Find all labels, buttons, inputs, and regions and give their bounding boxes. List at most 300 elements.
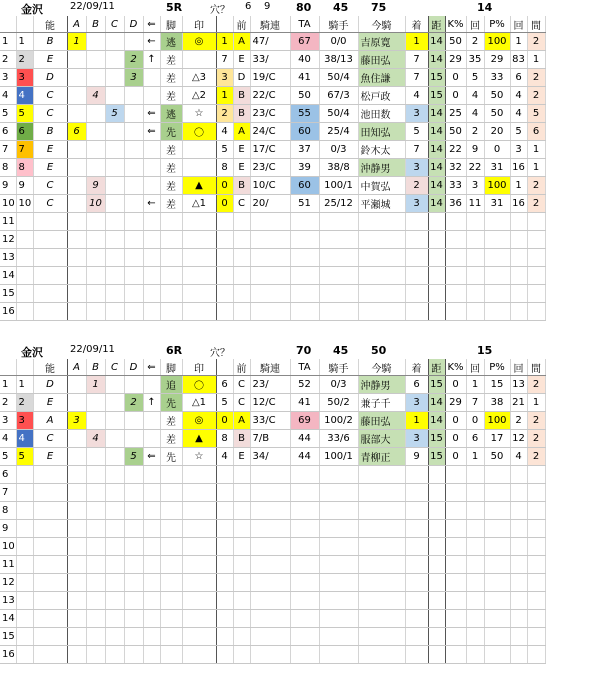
arrow-mark[interactable]: [143, 556, 160, 574]
ability-grade[interactable]: C: [33, 195, 67, 213]
jockey-combo[interactable]: 33/C: [250, 412, 290, 430]
k-count[interactable]: [466, 610, 484, 628]
p-percent[interactable]: 50: [484, 87, 510, 105]
k-percent[interactable]: [445, 484, 466, 502]
running-style[interactable]: [160, 285, 182, 303]
ability-grade[interactable]: [33, 502, 67, 520]
running-style[interactable]: [160, 249, 182, 267]
p-percent[interactable]: 100: [484, 177, 510, 195]
waku-number[interactable]: [16, 592, 33, 610]
p-count[interactable]: 4: [510, 105, 527, 123]
pick-mark[interactable]: [182, 646, 216, 664]
rank-value[interactable]: [216, 484, 233, 502]
running-style[interactable]: [160, 520, 182, 538]
d-rank[interactable]: [124, 484, 143, 502]
distance[interactable]: [428, 628, 445, 646]
finish[interactable]: [405, 538, 428, 556]
rank-value[interactable]: [216, 628, 233, 646]
prev-grade[interactable]: [233, 231, 250, 249]
p-percent[interactable]: 31: [484, 159, 510, 177]
b-rank[interactable]: [86, 69, 105, 87]
finish[interactable]: 3: [405, 105, 428, 123]
p-percent[interactable]: [484, 610, 510, 628]
k-percent[interactable]: [445, 231, 466, 249]
c-rank[interactable]: [105, 556, 124, 574]
interval[interactable]: 2: [527, 33, 545, 51]
running-style[interactable]: 差: [160, 195, 182, 213]
finish[interactable]: 3: [405, 394, 428, 412]
a-rank[interactable]: [67, 177, 86, 195]
k-percent[interactable]: 36: [445, 195, 466, 213]
c-rank[interactable]: [105, 502, 124, 520]
distance[interactable]: 14: [428, 412, 445, 430]
distance[interactable]: [428, 231, 445, 249]
c-rank[interactable]: [105, 430, 124, 448]
distance[interactable]: [428, 466, 445, 484]
ta-score[interactable]: [290, 466, 319, 484]
finish[interactable]: [405, 520, 428, 538]
k-count[interactable]: [466, 556, 484, 574]
c-rank[interactable]: [105, 267, 124, 285]
b-rank[interactable]: [86, 213, 105, 231]
p-percent[interactable]: 38: [484, 394, 510, 412]
ta-score[interactable]: 44: [290, 448, 319, 466]
p-count[interactable]: [510, 484, 527, 502]
p-count[interactable]: [510, 249, 527, 267]
finish[interactable]: 7: [405, 69, 428, 87]
a-rank[interactable]: [67, 267, 86, 285]
arrow-mark[interactable]: ↑: [143, 51, 160, 69]
running-style[interactable]: 先: [160, 123, 182, 141]
distance[interactable]: [428, 285, 445, 303]
prev-grade[interactable]: [233, 267, 250, 285]
a-rank[interactable]: [67, 610, 86, 628]
ability-grade[interactable]: C: [33, 177, 67, 195]
p-count[interactable]: 12: [510, 430, 527, 448]
jockey-record[interactable]: 33/6: [319, 430, 358, 448]
pick-mark[interactable]: [182, 538, 216, 556]
k-count[interactable]: 7: [466, 394, 484, 412]
p-count[interactable]: 13: [510, 376, 527, 394]
arrow-mark[interactable]: [143, 646, 160, 664]
jockey-name[interactable]: [358, 502, 405, 520]
ta-score[interactable]: 67: [290, 33, 319, 51]
pick-mark[interactable]: [182, 628, 216, 646]
finish[interactable]: [405, 303, 428, 321]
interval[interactable]: 2: [527, 448, 545, 466]
running-style[interactable]: [160, 231, 182, 249]
p-percent[interactable]: 17: [484, 430, 510, 448]
d-rank[interactable]: [124, 412, 143, 430]
arrow-mark[interactable]: [143, 502, 160, 520]
b-rank[interactable]: [86, 574, 105, 592]
finish[interactable]: [405, 556, 428, 574]
jockey-record[interactable]: 50/2: [319, 394, 358, 412]
k-percent[interactable]: [445, 628, 466, 646]
arrow-mark[interactable]: [143, 520, 160, 538]
interval[interactable]: 2: [527, 69, 545, 87]
ability-grade[interactable]: E: [33, 51, 67, 69]
k-count[interactable]: [466, 249, 484, 267]
arrow-mark[interactable]: [143, 466, 160, 484]
c-rank[interactable]: [105, 484, 124, 502]
finish[interactable]: 1: [405, 412, 428, 430]
jockey-record[interactable]: [319, 610, 358, 628]
a-rank[interactable]: [67, 646, 86, 664]
row-number[interactable]: 6: [0, 123, 16, 141]
distance[interactable]: [428, 538, 445, 556]
waku-number[interactable]: 2: [16, 394, 33, 412]
ta-score[interactable]: 41: [290, 394, 319, 412]
rank-value[interactable]: 1: [216, 33, 233, 51]
row-number[interactable]: 13: [0, 592, 16, 610]
ability-grade[interactable]: B: [33, 123, 67, 141]
jockey-name[interactable]: [358, 646, 405, 664]
p-percent[interactable]: [484, 520, 510, 538]
pick-mark[interactable]: 〇: [182, 123, 216, 141]
jockey-combo[interactable]: [250, 249, 290, 267]
ability-grade[interactable]: D: [33, 376, 67, 394]
a-rank[interactable]: [67, 231, 86, 249]
jockey-name[interactable]: [358, 556, 405, 574]
b-rank[interactable]: [86, 159, 105, 177]
rank-value[interactable]: 2: [216, 105, 233, 123]
row-number[interactable]: 15: [0, 628, 16, 646]
prev-grade[interactable]: [233, 646, 250, 664]
jockey-name[interactable]: 藤田弘: [358, 412, 405, 430]
finish[interactable]: [405, 574, 428, 592]
k-count[interactable]: [466, 502, 484, 520]
p-count[interactable]: 3: [510, 141, 527, 159]
b-rank[interactable]: [86, 538, 105, 556]
ability-grade[interactable]: D: [33, 69, 67, 87]
d-rank[interactable]: [124, 376, 143, 394]
jockey-name[interactable]: 鈴木太: [358, 141, 405, 159]
pick-mark[interactable]: [182, 159, 216, 177]
c-rank[interactable]: [105, 195, 124, 213]
arrow-mark[interactable]: [143, 159, 160, 177]
a-rank[interactable]: [67, 376, 86, 394]
k-percent[interactable]: 32: [445, 159, 466, 177]
finish[interactable]: [405, 592, 428, 610]
jockey-record[interactable]: 25/4: [319, 123, 358, 141]
a-rank[interactable]: [67, 502, 86, 520]
distance[interactable]: 15: [428, 430, 445, 448]
ability-grade[interactable]: C: [33, 105, 67, 123]
ability-grade[interactable]: [33, 484, 67, 502]
jockey-record[interactable]: 0/3: [319, 376, 358, 394]
a-rank[interactable]: [67, 484, 86, 502]
a-rank[interactable]: [67, 556, 86, 574]
d-rank[interactable]: 2: [124, 51, 143, 69]
distance[interactable]: 14: [428, 123, 445, 141]
d-rank[interactable]: [124, 87, 143, 105]
ability-grade[interactable]: [33, 592, 67, 610]
interval[interactable]: [527, 610, 545, 628]
d-rank[interactable]: [124, 303, 143, 321]
p-percent[interactable]: [484, 646, 510, 664]
row-number[interactable]: 1: [0, 376, 16, 394]
arrow-mark[interactable]: ←: [143, 195, 160, 213]
k-count[interactable]: 11: [466, 195, 484, 213]
jockey-record[interactable]: 25/12: [319, 195, 358, 213]
waku-number[interactable]: 1: [16, 33, 33, 51]
ability-grade[interactable]: [33, 574, 67, 592]
interval[interactable]: [527, 592, 545, 610]
k-percent[interactable]: [445, 610, 466, 628]
p-count[interactable]: [510, 574, 527, 592]
arrow-mark[interactable]: ⇐: [143, 105, 160, 123]
jockey-combo[interactable]: [250, 556, 290, 574]
pick-mark[interactable]: ☆: [182, 448, 216, 466]
distance[interactable]: 15: [428, 448, 445, 466]
interval[interactable]: 1: [527, 51, 545, 69]
jockey-record[interactable]: 0/3: [319, 141, 358, 159]
jockey-name[interactable]: [358, 484, 405, 502]
k-percent[interactable]: [445, 213, 466, 231]
waku-number[interactable]: 4: [16, 87, 33, 105]
pick-mark[interactable]: [182, 592, 216, 610]
finish[interactable]: 5: [405, 123, 428, 141]
jockey-name[interactable]: 田知弘: [358, 123, 405, 141]
p-count[interactable]: [510, 267, 527, 285]
arrow-mark[interactable]: [143, 231, 160, 249]
jockey-combo[interactable]: [250, 303, 290, 321]
b-rank[interactable]: [86, 285, 105, 303]
waku-number[interactable]: 9: [16, 177, 33, 195]
p-count[interactable]: [510, 520, 527, 538]
arrow-mark[interactable]: [143, 267, 160, 285]
waku-number[interactable]: [16, 556, 33, 574]
p-percent[interactable]: 15: [484, 376, 510, 394]
a-rank[interactable]: [67, 448, 86, 466]
a-rank[interactable]: [67, 213, 86, 231]
k-percent[interactable]: [445, 592, 466, 610]
b-rank[interactable]: [86, 484, 105, 502]
rank-value[interactable]: [216, 213, 233, 231]
jockey-name[interactable]: 兼子千: [358, 394, 405, 412]
rank-value[interactable]: 4: [216, 448, 233, 466]
p-percent[interactable]: 29: [484, 51, 510, 69]
p-percent[interactable]: [484, 484, 510, 502]
jockey-combo[interactable]: [250, 646, 290, 664]
running-style[interactable]: [160, 303, 182, 321]
rank-value[interactable]: [216, 592, 233, 610]
interval[interactable]: 2: [527, 376, 545, 394]
k-count[interactable]: [466, 538, 484, 556]
k-percent[interactable]: [445, 502, 466, 520]
row-number[interactable]: 9: [0, 520, 16, 538]
b-rank[interactable]: [86, 141, 105, 159]
distance[interactable]: 15: [428, 87, 445, 105]
c-rank[interactable]: [105, 231, 124, 249]
pick-mark[interactable]: ◎: [182, 33, 216, 51]
prev-grade[interactable]: E: [233, 141, 250, 159]
p-percent[interactable]: [484, 538, 510, 556]
ta-score[interactable]: [290, 646, 319, 664]
rank-value[interactable]: 4: [216, 123, 233, 141]
p-percent[interactable]: [484, 574, 510, 592]
jockey-name[interactable]: [358, 610, 405, 628]
distance[interactable]: [428, 303, 445, 321]
waku-number[interactable]: 6: [16, 123, 33, 141]
d-rank[interactable]: [124, 285, 143, 303]
waku-number[interactable]: [16, 249, 33, 267]
a-rank[interactable]: [67, 430, 86, 448]
jockey-combo[interactable]: 34/: [250, 448, 290, 466]
distance[interactable]: 14: [428, 177, 445, 195]
rank-value[interactable]: 5: [216, 394, 233, 412]
finish[interactable]: 3: [405, 430, 428, 448]
jockey-name[interactable]: 吉原寛: [358, 33, 405, 51]
jockey-record[interactable]: [319, 502, 358, 520]
row-number[interactable]: 16: [0, 646, 16, 664]
jockey-name[interactable]: 沖静男: [358, 376, 405, 394]
row-number[interactable]: 7: [0, 484, 16, 502]
k-count[interactable]: [466, 303, 484, 321]
p-percent[interactable]: [484, 249, 510, 267]
waku-number[interactable]: 4: [16, 430, 33, 448]
p-percent[interactable]: 100: [484, 412, 510, 430]
distance[interactable]: 14: [428, 394, 445, 412]
row-number[interactable]: 10: [0, 538, 16, 556]
jockey-record[interactable]: 0/0: [319, 33, 358, 51]
jockey-combo[interactable]: [250, 466, 290, 484]
finish[interactable]: 4: [405, 87, 428, 105]
jockey-name[interactable]: [358, 303, 405, 321]
b-rank[interactable]: [86, 610, 105, 628]
ta-score[interactable]: 55: [290, 105, 319, 123]
finish[interactable]: 9: [405, 448, 428, 466]
d-rank[interactable]: [124, 267, 143, 285]
arrow-mark[interactable]: ⇐: [143, 123, 160, 141]
finish[interactable]: [405, 466, 428, 484]
jockey-combo[interactable]: [250, 231, 290, 249]
pick-mark[interactable]: [182, 466, 216, 484]
row-number[interactable]: 11: [0, 213, 16, 231]
jockey-combo[interactable]: [250, 538, 290, 556]
jockey-name[interactable]: [358, 466, 405, 484]
c-rank[interactable]: [105, 448, 124, 466]
p-percent[interactable]: 50: [484, 105, 510, 123]
interval[interactable]: [527, 249, 545, 267]
a-rank[interactable]: [67, 105, 86, 123]
k-percent[interactable]: 0: [445, 87, 466, 105]
row-number[interactable]: 12: [0, 231, 16, 249]
finish[interactable]: 7: [405, 51, 428, 69]
p-count[interactable]: [510, 213, 527, 231]
arrow-mark[interactable]: [143, 69, 160, 87]
ta-score[interactable]: [290, 213, 319, 231]
pick-mark[interactable]: [182, 303, 216, 321]
running-style[interactable]: [160, 628, 182, 646]
running-style[interactable]: [160, 484, 182, 502]
ability-grade[interactable]: C: [33, 87, 67, 105]
row-number[interactable]: 8: [0, 159, 16, 177]
k-count[interactable]: 2: [466, 123, 484, 141]
d-rank[interactable]: [124, 502, 143, 520]
ability-grade[interactable]: B: [33, 33, 67, 51]
k-percent[interactable]: 25: [445, 105, 466, 123]
c-rank[interactable]: [105, 51, 124, 69]
k-count[interactable]: [466, 520, 484, 538]
row-number[interactable]: 9: [0, 177, 16, 195]
distance[interactable]: [428, 556, 445, 574]
a-rank[interactable]: [67, 159, 86, 177]
jockey-name[interactable]: 沖静男: [358, 159, 405, 177]
jockey-record[interactable]: [319, 466, 358, 484]
waku-number[interactable]: [16, 466, 33, 484]
running-style[interactable]: [160, 502, 182, 520]
d-rank[interactable]: 2: [124, 394, 143, 412]
p-count[interactable]: 5: [510, 123, 527, 141]
p-count[interactable]: [510, 538, 527, 556]
finish[interactable]: [405, 484, 428, 502]
interval[interactable]: 5: [527, 105, 545, 123]
pick-mark[interactable]: [182, 141, 216, 159]
jockey-combo[interactable]: [250, 285, 290, 303]
finish[interactable]: [405, 231, 428, 249]
jockey-combo[interactable]: 20/: [250, 195, 290, 213]
prev-grade[interactable]: [233, 484, 250, 502]
distance[interactable]: 14: [428, 105, 445, 123]
d-rank[interactable]: [124, 592, 143, 610]
k-count[interactable]: 22: [466, 159, 484, 177]
k-count[interactable]: [466, 574, 484, 592]
interval[interactable]: 2: [527, 195, 545, 213]
p-percent[interactable]: 50: [484, 448, 510, 466]
rank-value[interactable]: 6: [216, 376, 233, 394]
running-style[interactable]: [160, 592, 182, 610]
prev-grade[interactable]: [233, 466, 250, 484]
waku-number[interactable]: 5: [16, 448, 33, 466]
ta-score[interactable]: [290, 574, 319, 592]
ta-score[interactable]: 44: [290, 430, 319, 448]
p-count[interactable]: 16: [510, 159, 527, 177]
pick-mark[interactable]: [182, 285, 216, 303]
running-style[interactable]: 逃: [160, 33, 182, 51]
ability-grade[interactable]: [33, 556, 67, 574]
ability-grade[interactable]: E: [33, 448, 67, 466]
prev-grade[interactable]: B: [233, 87, 250, 105]
k-count[interactable]: 35: [466, 51, 484, 69]
p-count[interactable]: [510, 628, 527, 646]
jockey-record[interactable]: [319, 574, 358, 592]
k-count[interactable]: [466, 285, 484, 303]
jockey-name[interactable]: 魚住謙: [358, 69, 405, 87]
p-count[interactable]: 83: [510, 51, 527, 69]
ability-grade[interactable]: [33, 520, 67, 538]
jockey-combo[interactable]: [250, 574, 290, 592]
row-number[interactable]: 7: [0, 141, 16, 159]
p-percent[interactable]: [484, 628, 510, 646]
a-rank[interactable]: 6: [67, 123, 86, 141]
d-rank[interactable]: [124, 610, 143, 628]
pick-mark[interactable]: ▲: [182, 430, 216, 448]
d-rank[interactable]: [124, 195, 143, 213]
distance[interactable]: [428, 502, 445, 520]
d-rank[interactable]: [124, 556, 143, 574]
jockey-name[interactable]: 藤田弘: [358, 51, 405, 69]
jockey-name[interactable]: 青柳正: [358, 448, 405, 466]
jockey-name[interactable]: 服部大: [358, 430, 405, 448]
waku-number[interactable]: [16, 231, 33, 249]
p-percent[interactable]: 33: [484, 69, 510, 87]
p-count[interactable]: [510, 231, 527, 249]
ta-score[interactable]: 51: [290, 195, 319, 213]
prev-grade[interactable]: D: [233, 69, 250, 87]
k-count[interactable]: [466, 231, 484, 249]
